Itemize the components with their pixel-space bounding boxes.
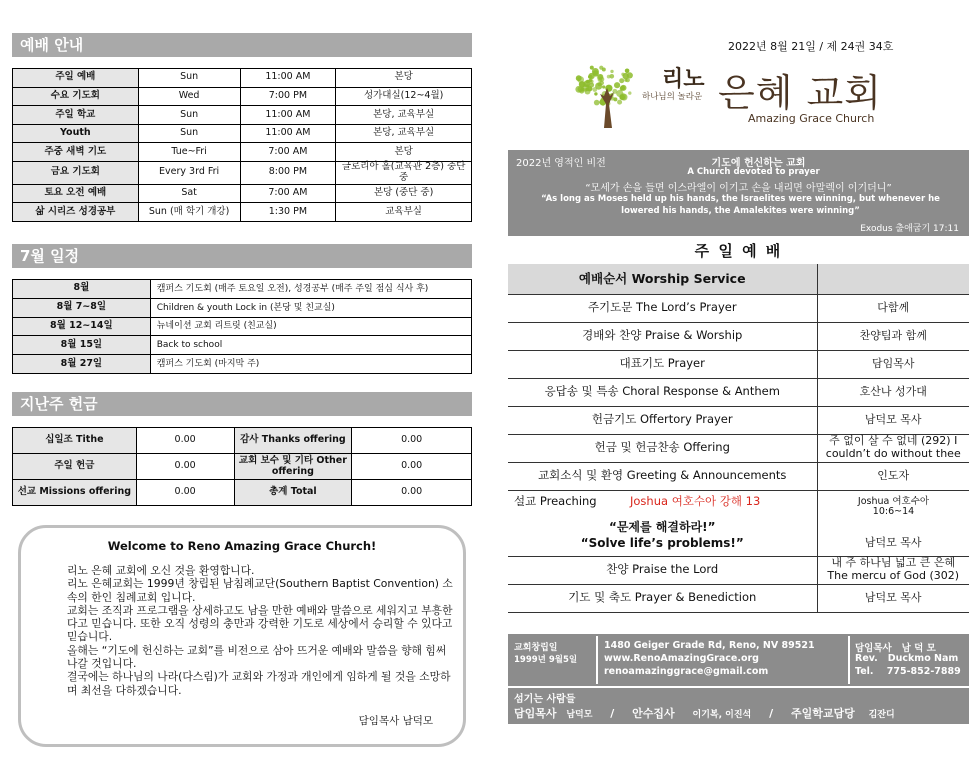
table-cell: Every 3rd Fri (138, 161, 240, 184)
vision-english: “As long as Moses held up his hands, the Israelites were winning, but whenever he lowered his hands, the Amalekites were winning” (541, 194, 940, 216)
table-cell: Youth (13, 124, 139, 143)
welcome-title: Welcome to Reno Amazing Grace Church! (107, 539, 377, 553)
table-row (13, 161, 472, 184)
table-row (13, 454, 472, 480)
july-schedule-header: 7월 일정 (12, 244, 472, 268)
table-cell: 뉴네이션 교회 리트릿 (친교실) (150, 317, 471, 336)
table-cell: 주일 학교 (13, 106, 139, 125)
table-cell: 본당 (336, 69, 472, 88)
welcome-box (18, 525, 466, 747)
table-cell: 주중 새벽 기도 (13, 143, 139, 162)
order-cell: 경배와 찬양 Praise & Worship (508, 322, 817, 350)
bulletin-date: 2022년 8월 21일 / 제 24권 34호 (728, 40, 894, 53)
welcome-line: 리노 은혜 교회에 오신 것을 환영합니다. (67, 564, 255, 577)
table-cell: 교육부실 (336, 203, 472, 222)
sermon-row (508, 490, 969, 556)
table-cell: 8월 15일 (13, 336, 151, 355)
order-cell: 인도자 (817, 462, 969, 490)
worship-title: 주 일 예 배 (694, 242, 783, 260)
table-cell: 성가대실(12~4월) (336, 87, 472, 106)
order-cell: 교회소식 및 환영 Greeting & Announcements (508, 462, 817, 490)
separator: / (610, 707, 615, 720)
table-cell: 본당, 교육부실 (336, 106, 472, 125)
order-cell: 다함께 (817, 294, 969, 322)
order-header-blank (817, 264, 969, 294)
table-cell: 캠퍼스 기도회 (마지막 주) (150, 355, 471, 374)
table-cell: 8월 12~14일 (13, 317, 151, 336)
table-cell: 8월 (13, 280, 151, 299)
table-row (13, 298, 472, 317)
table-cell: 본당 (중단 중) (336, 184, 472, 203)
table-cell: 11:00 AM (240, 124, 336, 143)
table-cell: 0.00 (352, 428, 472, 454)
church-logo (570, 58, 970, 138)
table-cell: 감사 Thanks offering (234, 428, 352, 454)
email: renoamazinggrace@gmail.com (604, 666, 769, 677)
order-row (508, 378, 969, 406)
order-row (508, 434, 969, 462)
table-cell: 글로리아 홀(교육관 2층) 중단 중 (336, 161, 472, 184)
server-name: 김잔디 (868, 710, 895, 720)
sermon-title-ko: “문제를 해결하라!” (608, 519, 716, 534)
table-cell: 7:00 AM (240, 143, 336, 162)
order-cell: 헌금 및 헌금찬송 Offering (508, 434, 817, 462)
sermon-right-cell (817, 490, 969, 556)
table-row (13, 69, 472, 88)
order-cell: 찬양팀과 함께 (817, 322, 969, 350)
order-cell: 남덕모 목사 (817, 584, 969, 612)
vision-title: 기도에 헌신하는 교회 (711, 158, 806, 169)
worship-info-header: 예배 안내 (12, 33, 472, 57)
welcome-line: 리노 은혜교회는 1999년 창립된 남침례교단(Southern Baptist Convention) 소속의 한인 침례교회 입니다. (67, 577, 453, 604)
logo-name: 은혜 교회 (718, 71, 882, 115)
sermon-label: 설교 Preaching (514, 493, 597, 508)
welcome-line: 결국에는 하나님의 나라(다스림)가 교회와 가정과 개인에게 임하게 될 것을 소망하며 최선을 다하겠습니다. (67, 670, 451, 697)
table-cell: Children & youth Lock in (본당 및 친교실) (150, 298, 471, 317)
logo-reno: 리노 (662, 67, 705, 92)
table-row (13, 106, 472, 125)
order-cell: 남덕모 목사 (817, 406, 969, 434)
founded-date: 1999년 9월5일 (514, 655, 578, 665)
offering-header: 지난주 헌금 (12, 392, 472, 416)
table-row (13, 336, 472, 355)
pastor-ko: 담임목사 남 덕 모 (855, 643, 936, 654)
welcome-line: 교회는 조직과 프로그램을 상세하고도 남을 만한 예배와 말씀으로 세워지고 부흥한다고 믿습니다. 또한 오직 성령의 충만과 강력한 기도로 세상에서 승리할 수 있다고 믿습니다. (67, 603, 453, 644)
table-row (13, 428, 472, 454)
table-cell: 8:00 PM (240, 161, 336, 184)
order-cell: 기도 및 축도 Prayer & Benediction (508, 584, 817, 612)
servers-bar (508, 688, 969, 724)
vision-subtitle: A Church devoted to prayer (687, 167, 820, 177)
table-cell: 1:30 PM (240, 203, 336, 222)
table-cell: Sun (매 학기 개강) (138, 203, 240, 222)
table-cell: Sun (138, 106, 240, 125)
table-cell: 십일조 Tithe (13, 428, 137, 454)
table-cell: 토요 오전 예배 (13, 184, 139, 203)
table-cell: 8월 27일 (13, 355, 151, 374)
table-cell: Sat (138, 184, 240, 203)
worship-schedule-table (12, 68, 472, 222)
worship-order-table (508, 264, 969, 613)
website: www.RenoAmazingGrace.org (604, 653, 759, 664)
table-row (13, 184, 472, 203)
table-cell: 0.00 (136, 454, 234, 480)
vision-ref: Exodus 출애굽기 17:11 (860, 224, 959, 234)
order-cell: 내 주 하나님 넓고 큰 은혜 The mercu of God (302) (817, 556, 969, 584)
vision-korean: “모세가 손을 들면 이스라엘이 이기고 손을 내리면 아말렉이 이기더니” (585, 183, 892, 194)
table-cell: 7:00 AM (240, 184, 336, 203)
welcome-line: 올해는 “기도에 헌신하는 교회”를 비전으로 삼아 뜨거운 예배와 말씀을 향해 힘써 나갈 것입니다. (67, 643, 447, 671)
table-row (13, 124, 472, 143)
table-cell: 본당 (336, 143, 472, 162)
church-info-bar (508, 634, 969, 686)
welcome-signature: 담임목사 남덕모 (358, 715, 433, 727)
order-cell: 대표기도 Prayer (508, 350, 817, 378)
sermon-scripture: Joshua 여호수아 강해 13 (630, 493, 761, 508)
separator: / (769, 707, 774, 720)
table-cell: 금요 기도회 (13, 161, 139, 184)
table-cell: Back to school (150, 336, 471, 355)
table-cell: 0.00 (136, 428, 234, 454)
order-cell: 담임목사 (817, 350, 969, 378)
table-row (13, 143, 472, 162)
divider (596, 636, 598, 684)
sermon-title-en: “Solve life’s problems!” (580, 535, 744, 550)
logo-tagline: 하나님의 놀라운 (642, 92, 703, 102)
table-cell: 주일 예배 (13, 69, 139, 88)
sermon-cell (508, 490, 817, 556)
table-row (13, 317, 472, 336)
order-cell: 응답송 및 특송 Choral Response & Anthem (508, 378, 817, 406)
sermon-preacher: 남덕모 목사 (864, 535, 922, 549)
table-cell: 11:00 AM (240, 106, 336, 125)
table-cell: Sun (138, 124, 240, 143)
table-cell: 11:00 AM (240, 69, 336, 88)
order-row (508, 556, 969, 584)
table-cell: 수요 기도회 (13, 87, 139, 106)
vision-banner (508, 150, 969, 236)
table-cell: Wed (138, 87, 240, 106)
order-cell: 주기도문 The Lord’s Prayer (508, 294, 817, 322)
servers-list (514, 705, 895, 721)
tel: Tel. 775-852-7889 (855, 666, 961, 677)
table-cell: 0.00 (136, 480, 234, 506)
tree-logo-icon (570, 58, 642, 130)
order-row (508, 584, 969, 612)
table-cell: 총계 Total (234, 480, 352, 506)
table-cell: 교회 보수 및 기타 Other offering (234, 454, 352, 480)
order-row (508, 294, 969, 322)
sermon-ref: Joshua 여호수아 10:6~14 (857, 495, 930, 518)
order-row (508, 350, 969, 378)
order-cell: 헌금기도 Offertory Prayer (508, 406, 817, 434)
founded-label: 교회창립일 (514, 643, 558, 653)
order-header: 예배순서 Worship Service (508, 264, 817, 294)
table-row (13, 87, 472, 106)
server-role: 안수집사 (632, 707, 675, 720)
address: 1480 Geiger Grade Rd, Reno, NV 89521 (604, 640, 815, 651)
table-cell: 주일 헌금 (13, 454, 137, 480)
table-cell: 0.00 (352, 480, 472, 506)
server-name: 남덕모 (566, 710, 593, 720)
table-cell: 7:00 PM (240, 87, 336, 106)
divider (848, 636, 850, 684)
order-cell: 호산나 성가대 (817, 378, 969, 406)
offering-table (12, 427, 472, 506)
pastor-en: Rev. Duckmo Nam (855, 653, 959, 664)
logo-english: Amazing Grace Church (748, 112, 875, 125)
vision-label: 2022년 영적인 비전 (516, 158, 606, 169)
order-row (508, 462, 969, 490)
order-row (508, 322, 969, 350)
server-role: 담임목사 (514, 707, 557, 720)
order-cell: 주 없이 살 수 없네 (292) I couldn’t do without thee (817, 434, 969, 462)
server-role: 주일학교담당 (790, 707, 855, 720)
servers-title: 섬기는 사람들 (514, 694, 576, 705)
table-row (13, 355, 472, 374)
order-cell: 찬양 Praise the Lord (508, 556, 817, 584)
table-cell: 캠퍼스 기도회 (매주 토요일 오전), 성경공부 (매주 주일 점심 식사 후) (150, 280, 471, 299)
table-cell: 삶 시리즈 성경공부 (13, 203, 139, 222)
order-row (508, 406, 969, 434)
table-row (13, 280, 472, 299)
table-cell: Tue~Fri (138, 143, 240, 162)
table-cell: 0.00 (352, 454, 472, 480)
table-cell: 본당, 교육부실 (336, 124, 472, 143)
table-cell: 선교 Missions offering (13, 480, 137, 506)
table-cell: 8월 7~8일 (13, 298, 151, 317)
welcome-body (67, 564, 459, 697)
table-row (13, 480, 472, 506)
table-row (13, 203, 472, 222)
server-name: 이기복, 이진석 (692, 710, 752, 720)
july-schedule-table (12, 279, 472, 374)
table-cell: Sun (138, 69, 240, 88)
